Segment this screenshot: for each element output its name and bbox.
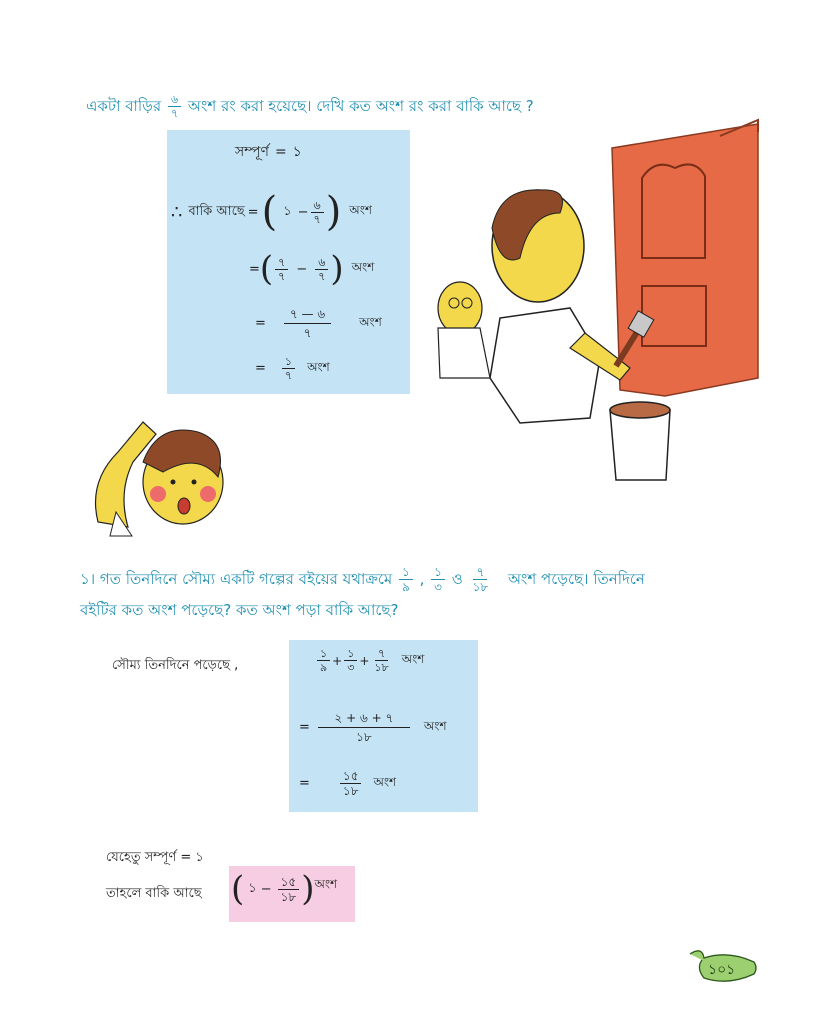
then-remaining-label: তাহলে বাকি আছে: [106, 886, 202, 901]
fraction: $\frac{৭}{১৮}$: [374, 647, 389, 674]
page-number-leaf: [688, 944, 760, 988]
painter-illustration: [420, 118, 765, 488]
fraction-one-third: $\frac{১}{৩}$: [431, 566, 445, 593]
fraction: $\frac{১}{৩}$: [344, 648, 357, 673]
fraction: ২ + ৬ + ৭ ১৮: [318, 712, 410, 743]
whole-equals-one: সম্পূর্ণ = ১: [235, 144, 302, 160]
fraction: $\frac{১}{৯}$: [317, 648, 330, 673]
remaining-result: = $\frac{১}{৭}$ অংশ: [255, 355, 330, 382]
page-number: ১০১: [708, 962, 736, 978]
fraction-one-seventh: $\frac{১}{৭}$: [282, 356, 295, 381]
sum-line-2: = ২ + ৬ + ৭ ১৮ অংশ: [299, 711, 447, 744]
fraction: $\frac{৬}{৭}$: [311, 200, 324, 225]
sum-result: = $\frac{১৫}{১৮}$ অংশ: [299, 769, 397, 798]
solution-box-2: [289, 640, 478, 812]
sum-line-1: $\frac{১}{৯}$ + $\frac{১}{৩}$ + $\frac{৭}{১৮}$ অংশ: [315, 648, 424, 673]
fraction-six-sevenths: $\frac{৬}{৭}$: [168, 94, 181, 119]
problem-1-line-2: বইটির কত অংশ পড়েছে? কত অংশ পড়া বাকি আছে?: [80, 601, 399, 619]
remaining-line-1: ∴ বাকি আছে = ( ১ − $\frac{৬}{৭}$ ) অংশ: [171, 189, 372, 235]
fraction: $\frac{১৫}{১৮}$: [278, 876, 300, 903]
fraction: ৭ — ৬ ৭: [284, 308, 331, 339]
sum-lead-text: সৌম্য তিনদিনে পড়েছে ,: [112, 658, 239, 673]
fraction: $\frac{৭}{৭}$: [275, 257, 288, 282]
fraction-one-ninth: $\frac{১}{৯}$: [399, 566, 413, 593]
remaining-expression: ( ১ − $\frac{১৫}{১৮}$ ) অংশ: [231, 869, 338, 909]
thinking-child-illustration: [88, 402, 238, 537]
top-question: একটা বাড়ির $\frac{৬}{৭}$ অংশ রং করা হয়েছে। দেখি কত অংশ রং করা বাকি আছে ?: [86, 93, 534, 120]
fraction: $\frac{৬}{৭}$: [315, 257, 328, 282]
remaining-line-2: = ( $\frac{৭}{৭}$ − $\frac{৬}{৭}$ ) অংশ: [249, 249, 375, 289]
fraction-seven-eighteenths: $\frac{৭}{১৮}$: [472, 565, 489, 594]
remaining-line-3: = ৭ — ৬ ৭ অংশ: [255, 307, 382, 340]
solution-box-1: [167, 130, 410, 394]
since-whole-one: যেহেতু সম্পূর্ণ = ১: [106, 850, 204, 865]
problem-1-line-1: ১। গত তিনদিনে সৌম্য একটি গল্পের বইয়ের যথাক্রমে $\frac{১}{৯}$ , $\frac{১}{৩}$ ও $\frac{৭}{১৮}$ অংশ পড়েছে। তিনদিনে: [80, 565, 645, 594]
fraction-fifteen-eighteenths: $\frac{১৫}{১৮}$: [340, 770, 362, 797]
remaining-expression-box: [229, 866, 355, 922]
